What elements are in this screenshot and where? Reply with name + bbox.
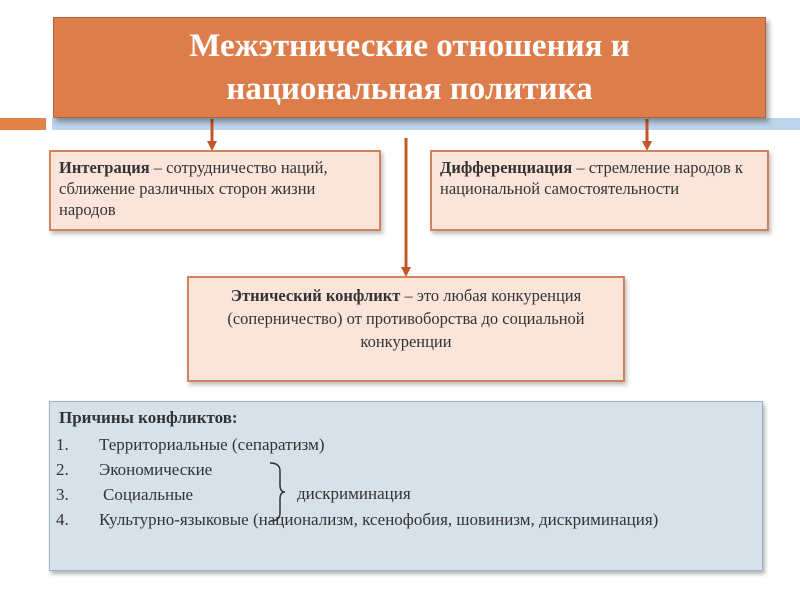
integration-box (49, 150, 381, 231)
integration-definition: – сотрудничество наций, сближение различных сторон жизни народов (59, 158, 328, 219)
conflict-causes-box (49, 401, 763, 571)
page-title (53, 17, 766, 118)
brace-label-discrimination: дискриминация (297, 484, 411, 503)
cause-text: Территориальные (сепаратизм) (99, 435, 325, 454)
cause-number: 2. (56, 460, 69, 479)
title-line-1: Межэтнические отношения и (189, 27, 630, 64)
curly-brace-icon (266, 461, 286, 523)
differentiation-term: Дифференциация (440, 158, 573, 177)
title-line-2: национальная политика (226, 70, 593, 107)
differentiation-box (430, 150, 769, 231)
cause-number: 1. (56, 435, 69, 454)
cause-text: Социальные (103, 485, 194, 504)
cause-text: Экономические (99, 460, 213, 479)
causes-heading: Причины конфликтов: (59, 408, 238, 427)
cause-number: 3. (56, 485, 69, 504)
cause-text: Культурно-языковые (национализм, ксенофобия, шовинизм, дискриминация) (99, 510, 659, 529)
differentiation-definition: – стремление народов к национальной самостоятельности (440, 158, 743, 198)
conflict-definition: – это любая конкуренция (соперничество) от противоборства до социальной конкуренции (227, 286, 585, 351)
cause-number: 4. (56, 510, 69, 529)
ethnic-conflict-box (187, 276, 625, 382)
conflict-term: Этнический конфликт (230, 286, 401, 305)
integration-term: Интеграция (59, 158, 150, 177)
